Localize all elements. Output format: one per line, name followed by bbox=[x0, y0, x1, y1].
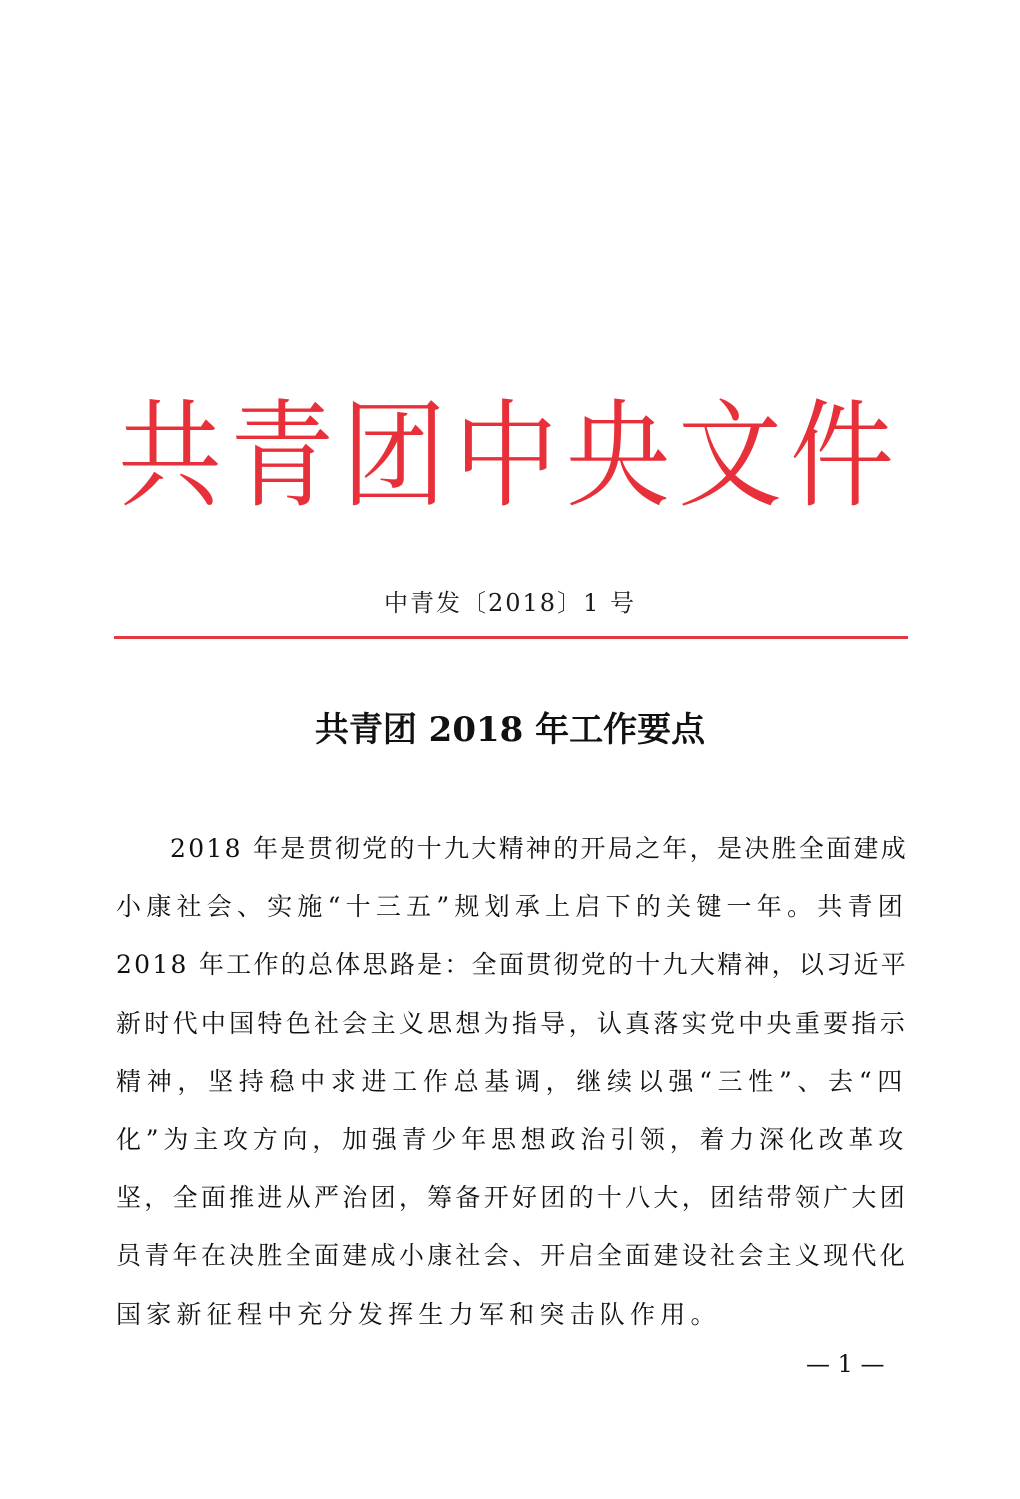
body-line: 员青年在决胜全面建成小康社会、开启全面建设社会主义现代化 bbox=[116, 1241, 908, 1271]
body-line: 精神，坚持稳中求进工作总基调，继续以强“三性”、去“四 bbox=[116, 1066, 908, 1096]
masthead-title: 共青团中央文件 bbox=[117, 387, 902, 525]
body-line: 新时代中国特色社会主义思想为指导，认真落实党中央重要指示 bbox=[116, 1008, 908, 1038]
red-divider-line bbox=[114, 636, 908, 639]
body-line: 小康社会、实施“十三五”规划承上启下的关键一年。共青团 bbox=[116, 892, 908, 922]
body-paragraph bbox=[116, 820, 908, 1344]
document-title: 共青团 2018 年工作要点 bbox=[314, 710, 706, 750]
page-number: — 1 — bbox=[806, 1350, 885, 1378]
body-line: 化”为主攻方向，加强青少年思想政治引领，着力深化改革攻 bbox=[116, 1125, 908, 1155]
body-line: 坚，全面推进从严治团，筹备开好团的十八大，团结带领广大团 bbox=[116, 1183, 908, 1213]
document-number: 中青发〔2018〕1 号 bbox=[384, 589, 636, 617]
body-line: 国家新征程中充分发挥生力军和突击队作用。 bbox=[116, 1299, 721, 1329]
body-line: 2018 年工作的总体思路是：全面贯彻党的十九大精神，以习近平 bbox=[116, 950, 908, 980]
body-line: 2018 年是贯彻党的十九大精神的开局之年，是决胜全面建成 bbox=[170, 834, 908, 863]
